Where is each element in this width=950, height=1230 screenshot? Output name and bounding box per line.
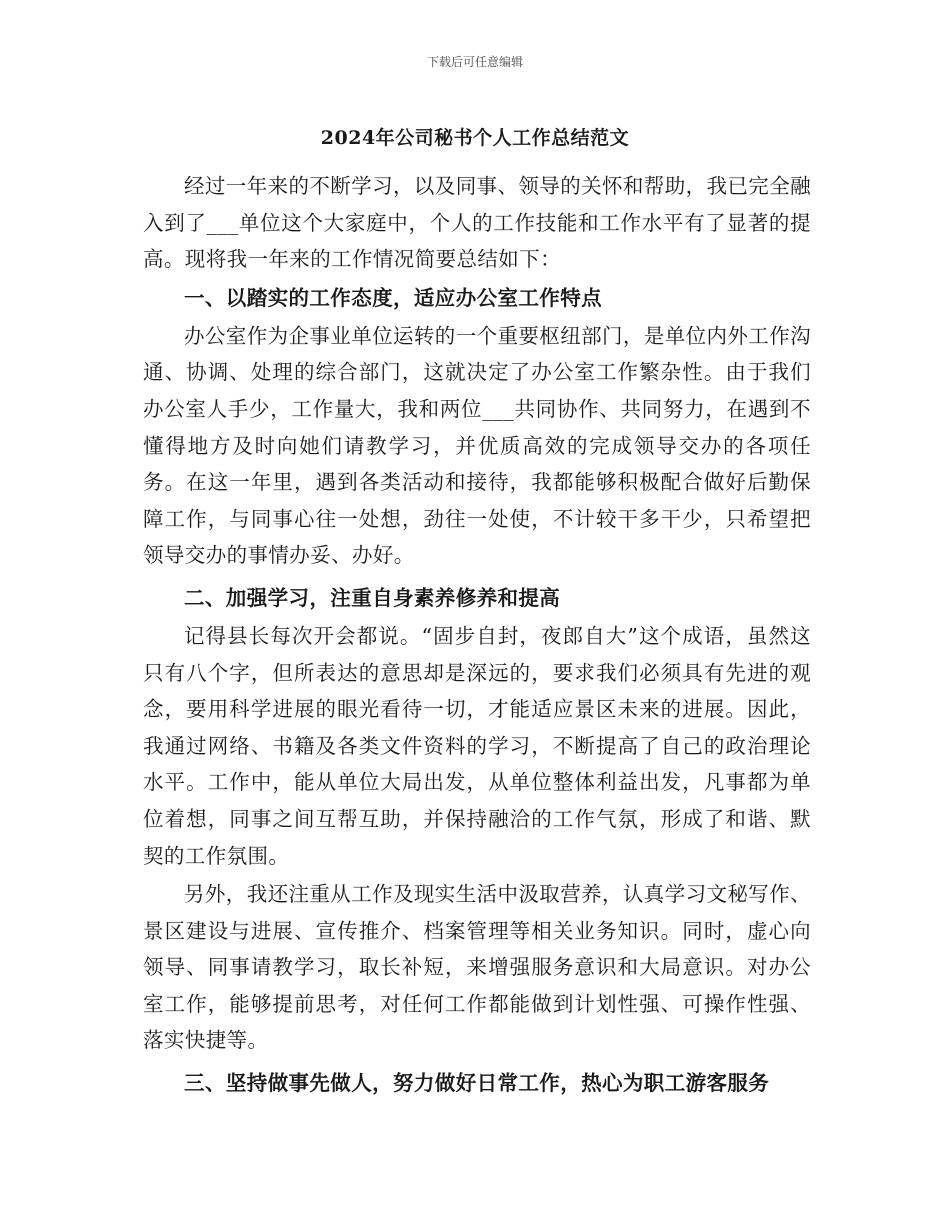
section-2-paragraph-1: 记得县长每次开会都说。“固步自封，夜郎自大”这个成语，虽然这只有八个字，但所表达的意思却是深远的，要求我们必须具有先进的观念，要用科学进展的眼光看待一切，才能适应景区未来的进展。因此，我通过网络、书籍及各类文件资料的学习，不断提高了自己的政治理论水平。工作中，能从单位大局出发，从单位整体利益出发，凡事都为单位着想，同事之间互帮互助，并保持融洽的工作气氛，形成了和谐、默契的工作氛围。 [143, 623, 811, 868]
section-3-heading: 三、坚持做事先做人，努力做好日常工作，热心为职工游客服务 [184, 1071, 770, 1096]
document-body [143, 168, 811, 1103]
intro-paragraph: 经过一年来的不断学习，以及同事、领导的关怀和帮助，我已完全融入到了___单位这个大家庭中，个人的工作技能和工作水平有了显著的提高。现将我一年来的工作情况简要总结如下： [143, 174, 811, 272]
section-2-paragraph-2: 另外，我还注重从工作及现实生活中汲取营养，认真学习文秘写作、景区建设与进展、宣传推介、档案管理等相关业务知识。同时，虚心向领导、同事请教学习，取长补短，来增强服务意识和大局意识。对办公室工作，能够提前思考，对任何工作都能做到计划性强、可操作性强、落实快捷等。 [143, 882, 811, 1053]
section-2-heading: 二、加强学习，注重自身素养修养和提高 [184, 585, 561, 610]
header-note: 下载后可任意编辑 [426, 55, 523, 69]
document-title: 2024年公司秘书个人工作总结范文 [320, 127, 630, 149]
section-1-paragraph: 办公室作为企事业单位运转的一个重要枢纽部门，是单位内外工作沟通、协调、处理的综合部门，这就决定了办公室工作繁杂性。由于我们办公室人手少，工作量大，我和两位___共同协作、共同努力，在遇到不懂得地方及时向她们请教学习，并优质高效的完成领导交办的各项任务。在这一年里，遇到各类活动和接待，我都能够积极配合做好后勤保障工作，与同事心往一处想，劲往一处使，不计较干多干少，只希望把领导交办的事情办妥、办好。 [143, 323, 811, 568]
section-1-heading: 一、以踏实的工作态度，适应办公室工作特点 [184, 285, 602, 310]
